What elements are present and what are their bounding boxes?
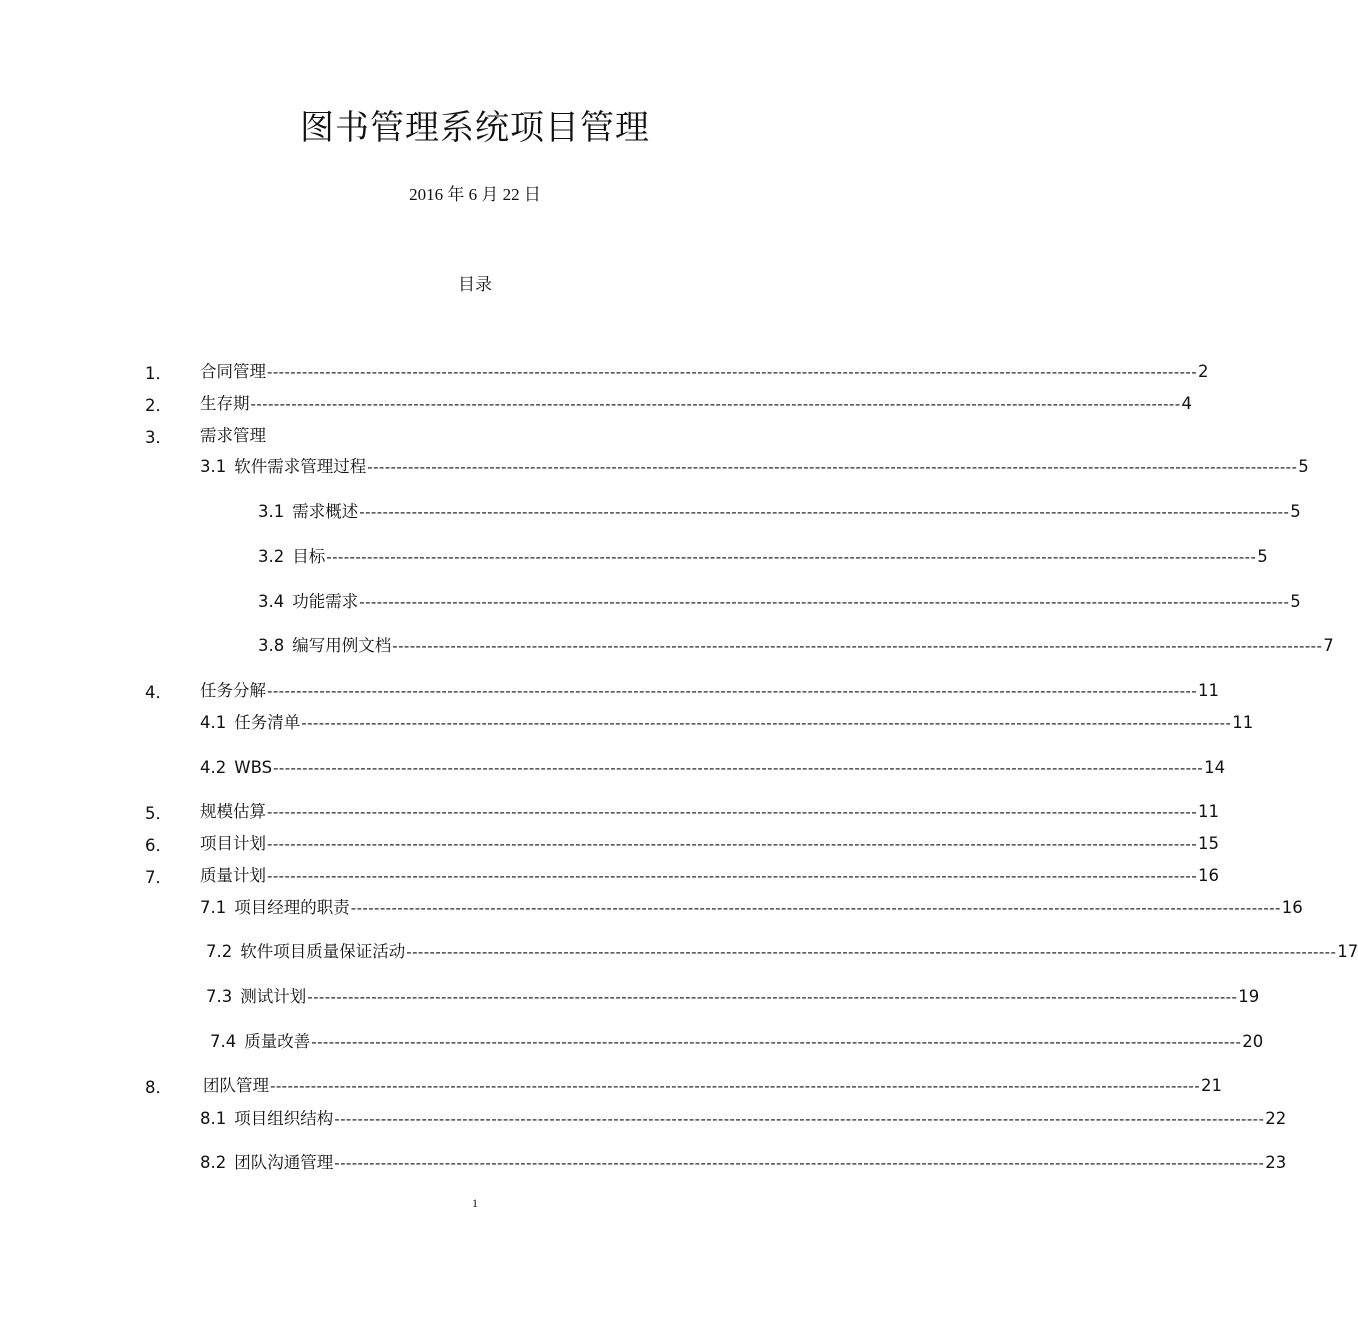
toc-entry[interactable] <box>200 864 1220 888</box>
toc-page-number: 16 <box>1198 866 1220 885</box>
toc-item-number: 8． <box>145 1078 172 1097</box>
toc-entry-label: 项目计划 <box>200 834 266 853</box>
toc-subsection-number: 3.1 <box>200 457 227 476</box>
toc-entry-label: 功能需求 <box>292 592 359 611</box>
toc-entry-label: 需求管理 <box>200 426 266 445</box>
toc-leader-dashes: ---------------------------------------------------------------------------------------------------------------------------------------------------------------- <box>311 1033 1242 1051</box>
toc-leader-dashes: ---------------------------------------------------------------------------------------------------------------------------------------------------------------- <box>406 943 1337 961</box>
toc-page-number: 23 <box>1265 1153 1287 1172</box>
toc-item-number: 3． <box>145 428 172 447</box>
toc-subsection-number: 3.4 <box>258 592 285 611</box>
toc-subsection-number: 7.4 <box>210 1032 237 1051</box>
toc-page-number: 15 <box>1198 834 1220 853</box>
toc-page-number: 5 <box>1257 547 1268 566</box>
toc-entry[interactable] <box>203 1074 1223 1098</box>
toc-subsection-number: 7.1 <box>200 898 227 917</box>
toc-heading: 目录 <box>458 275 492 295</box>
toc-subsection-number: 3.2 <box>258 547 285 566</box>
toc-entry[interactable] <box>200 455 1309 479</box>
toc-entry[interactable] <box>200 800 1220 824</box>
toc-page-number: 14 <box>1204 758 1226 777</box>
toc-page-number: 16 <box>1281 898 1303 917</box>
toc-page-number: 4 <box>1181 394 1193 413</box>
toc-item-number: 6． <box>145 836 172 855</box>
toc-entry[interactable] <box>200 360 1209 384</box>
toc-subsection-number: 3.8 <box>258 636 285 655</box>
toc-page-number: 11 <box>1198 681 1220 700</box>
toc-entry-label: 软件项目质量保证活动 <box>240 942 406 961</box>
toc-entry-label: 软件需求管理过程 <box>234 457 367 476</box>
toc-entry[interactable] <box>200 832 1220 856</box>
toc-leader-dashes: ---------------------------------------------------------------------------------------------------------------------------------------------------------------- <box>307 988 1238 1006</box>
toc-page-number: 11 <box>1232 713 1254 732</box>
toc-page-number: 11 <box>1198 802 1220 821</box>
toc-leader-dashes: ---------------------------------------------------------------------------------------------------------------------------------------------------------------- <box>250 395 1181 413</box>
toc-page-number: 2 <box>1198 362 1209 381</box>
toc-subsection-number: 4.2 <box>200 758 227 777</box>
toc-page-number: 20 <box>1242 1032 1264 1051</box>
toc-leader-dashes: ---------------------------------------------------------------------------------------------------------------------------------------------------------------- <box>334 1110 1265 1128</box>
toc-leader-dashes: ---------------------------------------------------------------------------------------------------------------------------------------------------------------- <box>267 682 1198 700</box>
toc-page-number: 7 <box>1323 636 1334 655</box>
toc-entry-label: 生存期 <box>200 394 250 413</box>
toc-subsection-number: 8.2 <box>200 1153 227 1172</box>
toc-item-number: 1． <box>145 364 172 383</box>
toc-leader-dashes: ---------------------------------------------------------------------------------------------------------------------------------------------------------------- <box>326 548 1257 566</box>
toc-entry[interactable] <box>200 711 1254 735</box>
toc-entry-label: 规模估算 <box>200 802 266 821</box>
toc-entry[interactable] <box>200 679 1220 703</box>
toc-leader-dashes: ---------------------------------------------------------------------------------------------------------------------------------------------------------------- <box>334 1154 1265 1172</box>
toc-entry[interactable] <box>258 545 1268 569</box>
toc-page-number: 21 <box>1201 1076 1223 1095</box>
toc-entry[interactable] <box>200 392 1193 416</box>
toc-entry[interactable] <box>258 590 1301 614</box>
toc-page-number: 22 <box>1265 1109 1287 1128</box>
toc-entry[interactable] <box>200 424 800 448</box>
toc-entry-label: 合同管理 <box>200 362 266 381</box>
toc-page-number: 5 <box>1298 457 1309 476</box>
toc-leader-dashes: ---------------------------------------------------------------------------------------------------------------------------------------------------------------- <box>267 835 1198 853</box>
toc-entry[interactable] <box>200 1107 1287 1131</box>
toc-leader-dashes: ---------------------------------------------------------------------------------------------------------------------------------------------------------------- <box>359 503 1290 521</box>
toc-leader-dashes: ---------------------------------------------------------------------------------------------------------------------------------------------------------------- <box>392 637 1323 655</box>
toc-page-number: 19 <box>1238 987 1260 1006</box>
toc-leader-dashes: ---------------------------------------------------------------------------------------------------------------------------------------------------------------- <box>359 593 1290 611</box>
toc-entry[interactable] <box>200 1151 1287 1175</box>
document-date: 2016 年 6 月 22 日 <box>409 185 541 204</box>
toc-entry-label: 需求概述 <box>292 502 359 521</box>
toc-page-number: 17 <box>1337 942 1358 961</box>
toc-entry-label: 质量计划 <box>200 866 266 885</box>
toc-item-number: 5． <box>145 804 172 823</box>
toc-entry-label: 项目组织结构 <box>234 1109 334 1128</box>
toc-leader-dashes: ---------------------------------------------------------------------------------------------------------------------------------------------------------------- <box>267 363 1198 381</box>
toc-item-number: 7． <box>145 868 172 887</box>
toc-leader-dashes: ---------------------------------------------------------------------------------------------------------------------------------------------------------------- <box>301 714 1232 732</box>
toc-entry-label: 团队沟通管理 <box>234 1153 334 1172</box>
toc-page-number: 5 <box>1290 502 1301 521</box>
toc-entry[interactable] <box>258 500 1301 524</box>
toc-leader-dashes: ---------------------------------------------------------------------------------------------------------------------------------------------------------------- <box>267 803 1198 821</box>
toc-entry[interactable] <box>200 756 1226 780</box>
toc-subsection-number: 7.2 <box>206 942 233 961</box>
toc-entry[interactable] <box>210 1030 1264 1054</box>
toc-subsection-number: 8.1 <box>200 1109 227 1128</box>
toc-entry[interactable] <box>206 940 1358 964</box>
toc-leader-dashes: ---------------------------------------------------------------------------------------------------------------------------------------------------------------- <box>267 867 1198 885</box>
toc-entry[interactable] <box>258 634 1334 658</box>
toc-entry-label: WBS <box>234 758 273 777</box>
toc-entry-label: 质量改善 <box>244 1032 311 1051</box>
toc-entry-label: 任务清单 <box>234 713 301 732</box>
toc-subsection-number: 4.1 <box>200 713 227 732</box>
toc-leader-dashes: ---------------------------------------------------------------------------------------------------------------------------------------------------------------- <box>270 1077 1201 1095</box>
toc-item-number: 2． <box>145 396 172 415</box>
toc-entry-label: 编写用例文档 <box>292 636 392 655</box>
toc-item-number: 4． <box>145 683 172 702</box>
toc-leader-dashes: ---------------------------------------------------------------------------------------------------------------------------------------------------------------- <box>367 458 1298 476</box>
document-title: 图书管理系统项目管理 <box>300 108 650 148</box>
toc-entry-label: 任务分解 <box>200 681 266 700</box>
toc-subsection-number: 7.3 <box>206 987 233 1006</box>
page-number: 1 <box>472 1196 478 1210</box>
toc-leader-dashes: ---------------------------------------------------------------------------------------------------------------------------------------------------------------- <box>350 899 1281 917</box>
toc-subsection-number: 3.1 <box>258 502 285 521</box>
toc-entry-label: 目标 <box>292 547 326 566</box>
toc-leader-dashes: ---------------------------------------------------------------------------------------------------------------------------------------------------------------- <box>273 759 1204 777</box>
toc-entry[interactable] <box>206 985 1260 1009</box>
toc-page-number: 5 <box>1290 592 1301 611</box>
toc-entry[interactable] <box>200 896 1303 920</box>
toc-entry-label: 项目经理的职责 <box>234 898 350 917</box>
toc-entry-label: 测试计划 <box>240 987 307 1006</box>
toc-entry-label: 团队管理 <box>203 1076 269 1095</box>
